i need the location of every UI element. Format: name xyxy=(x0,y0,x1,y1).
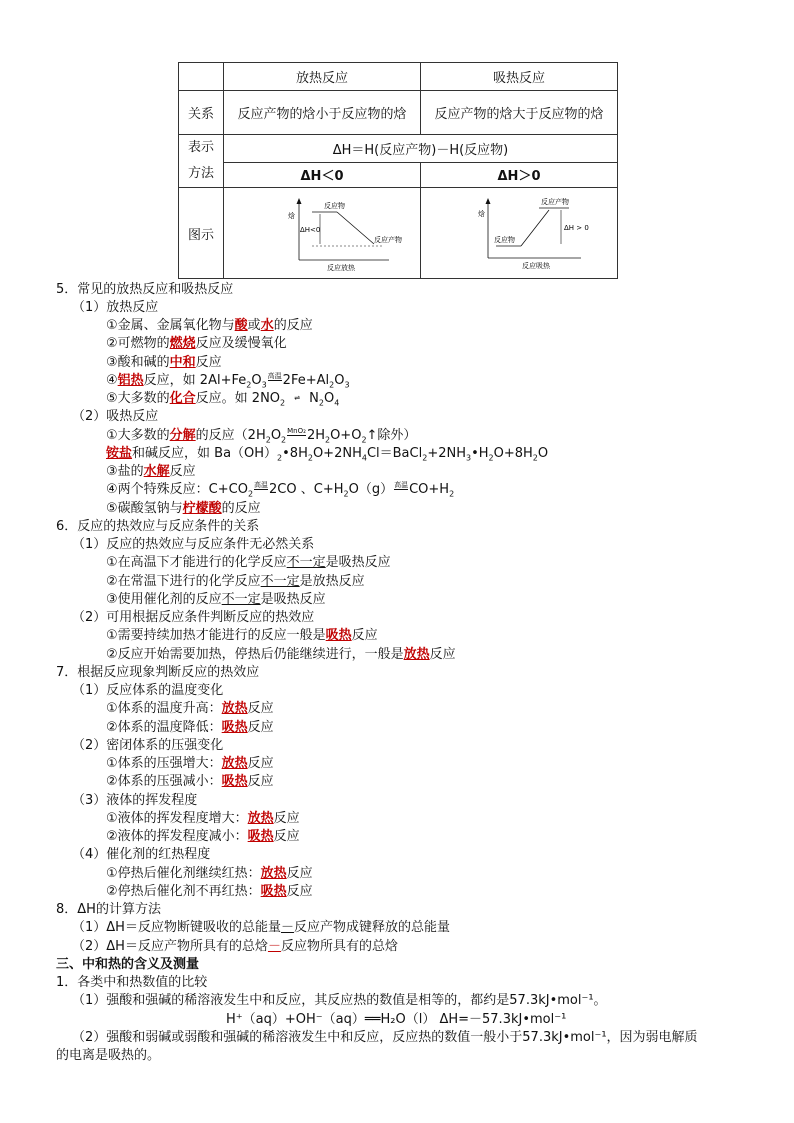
y-axis-arrow xyxy=(486,198,491,204)
reaction-arrow xyxy=(337,212,374,244)
s5-item-10: ⑤碳酸氢钠与柠檬酸的反应 xyxy=(106,501,261,516)
neutralization-equation: H⁺（aq）+OH⁻（aq）══H₂O（l） ΔH=－57.3kJ•mol⁻¹ xyxy=(226,1012,567,1027)
method-endothermic: ΔH＞0 xyxy=(421,162,618,187)
s5-part1-title: （1）放热反应 xyxy=(72,300,159,315)
reactant-label: 反应物 xyxy=(324,202,345,210)
diagram-caption: 反应放热 xyxy=(327,264,355,272)
endothermic-diagram-cell xyxy=(421,188,618,279)
s7-part4-title: （4）催化剂的红热程度 xyxy=(72,847,211,862)
table-head-empty xyxy=(179,63,224,91)
method-label-1: 表示 xyxy=(187,140,214,155)
s3-paragraph-2a: （2）强酸和弱碱或弱酸和强碱的稀溶液发生中和反应，反应热的数值一般小于57.3kJ•mol⁻¹，因为弱电解质 xyxy=(72,1030,698,1045)
s5-item-4: ④铝热反应，如 $2Al+Fe_2O_3$高温 $2Fe+Al_2O_3$ xyxy=(106,372,350,390)
s7-item-3: ①体系的压强增大：放热反应 xyxy=(106,756,274,771)
s7-part1-title: （1）反应体系的温度变化 xyxy=(72,683,224,698)
table-head-exothermic: 放热反应 xyxy=(224,63,421,91)
s5-item-5: ⑤大多数的化合反应。如 $2NO_2\rightleftharpoons$ $N_2O_4$ xyxy=(106,391,340,408)
s6-part1-title: （1）反应的热效应与反应条件无必然关系 xyxy=(72,537,315,552)
method-formula: ΔH＝H(反应产物)－H(反应物) xyxy=(224,135,618,163)
s6-item-1: ①在高温下才能进行的化学反应不一定是吸热反应 xyxy=(106,555,391,570)
reactant-label: 反应物 xyxy=(494,236,515,244)
y-axis-label: 焓 xyxy=(478,210,485,218)
s5-item-6: ①大多数的分解的反应（$2H_2O_2MnO_2$ $2H_2O+O_2↑$除外） xyxy=(106,427,417,445)
section-8-title: 8．ΔH的计算方法 xyxy=(56,902,161,917)
s7-item-7: ①停热后催化剂继续红热：放热反应 xyxy=(106,866,313,881)
s7-item-2: ②体系的温度降低：吸热反应 xyxy=(106,720,274,735)
dh-label: ΔH > 0 xyxy=(564,224,589,232)
y-axis-arrow xyxy=(297,198,302,204)
comparison-table xyxy=(178,62,618,279)
exothermic-diagram-cell xyxy=(224,188,421,279)
s5-item-7: 铵盐和碱反应，如 $Ba(OH)_2•8H_2O+2NH_4Cl=BaCl_2+2NH_3•H_2O+8H_2O$ xyxy=(106,446,549,463)
s6-part2-title: （2）可用根据反应条件判断反应的热效应 xyxy=(72,610,315,625)
s6-item-4: ①需要持续加热才能进行的反应一般是吸热反应 xyxy=(106,628,378,643)
endothermic-diagram xyxy=(421,188,617,274)
row-label-method xyxy=(179,135,224,188)
s6-item-5: ②反应开始需要加热，停热后仍能继续进行，一般是放热反应 xyxy=(106,647,456,662)
s5-part2-title: （2）吸热反应 xyxy=(72,409,159,424)
s7-item-1: ①体系的温度升高：放热反应 xyxy=(106,701,274,716)
s7-item-5: ①液体的挥发程度增大：放热反应 xyxy=(106,811,300,826)
product-label: 反应产物 xyxy=(374,236,402,244)
dh-label: ΔH<0 xyxy=(300,226,321,234)
s8-item-1: （1）ΔH＝反应物断键吸收的总能量－反应产物成键释放的总能量 xyxy=(72,920,450,935)
relation-exothermic: 反应产物的焓小于反应物的焓 xyxy=(224,91,421,135)
s3-subtitle-1: 1．各类中和热数值的比较 xyxy=(56,975,208,990)
section-6-title: 6．反应的热效应与反应条件的关系 xyxy=(56,519,260,534)
section-3-title: 三、中和热的含义及测量 xyxy=(56,957,200,972)
s7-item-4: ②体系的压强减小：吸热反应 xyxy=(106,774,274,789)
s8-item-2: （2）ΔH＝反应产物所具有的总焓－反应物所具有的总焓 xyxy=(72,939,398,954)
reaction-arrow xyxy=(521,210,549,246)
s5-item-9: ④两个特殊反应：$C+CO_2$高温 2CO 、$C+H_2O(g)$高温 $CO+H_2$ xyxy=(106,481,455,499)
row-label-diagram: 图示 xyxy=(179,188,224,279)
s7-item-8: ②停热后催化剂不再红热：吸热反应 xyxy=(106,884,313,899)
s5-item-1: ①金属、金属氧化物与酸或水的反应 xyxy=(106,318,313,333)
s6-item-2: ②在常温下进行的化学反应不一定是放热反应 xyxy=(106,574,365,589)
s7-part3-title: （3）液体的挥发程度 xyxy=(72,793,198,808)
s5-item-3: ③酸和碱的中和反应 xyxy=(106,355,222,370)
s7-item-6: ②液体的挥发程度减小：吸热反应 xyxy=(106,829,300,844)
diagram-caption: 反应吸热 xyxy=(522,262,550,270)
y-axis-label: 焓 xyxy=(288,212,295,220)
s3-paragraph-2b: 的电离是吸热的。 xyxy=(56,1048,161,1063)
table-head-endothermic: 吸热反应 xyxy=(421,63,618,91)
s6-item-3: ③使用催化剂的反应不一定是吸热反应 xyxy=(106,592,326,607)
s5-item-8: ③盐的水解反应 xyxy=(106,464,196,479)
section-5-title: 5．常见的放热反应和吸热反应 xyxy=(56,282,234,297)
s7-part2-title: （2）密闭体系的压强变化 xyxy=(72,738,224,753)
s5-item-2: ②可燃物的燃烧反应及缓慢氧化 xyxy=(106,336,287,351)
product-label: 反应产物 xyxy=(541,198,569,206)
row-label-relation: 关系 xyxy=(179,91,224,135)
relation-endothermic: 反应产物的焓大于反应物的焓 xyxy=(421,91,618,135)
section-7-title: 7．根据反应现象判断反应的热效应 xyxy=(56,665,260,680)
method-label-2: 方法 xyxy=(187,166,214,181)
exothermic-diagram xyxy=(224,188,420,274)
method-exothermic: ΔH＜0 xyxy=(224,162,421,187)
s3-paragraph-1: （1）强酸和强碱的稀溶液发生中和反应，其反应热的数值是相等的，都约是57.3kJ•mol⁻¹。 xyxy=(72,993,607,1008)
